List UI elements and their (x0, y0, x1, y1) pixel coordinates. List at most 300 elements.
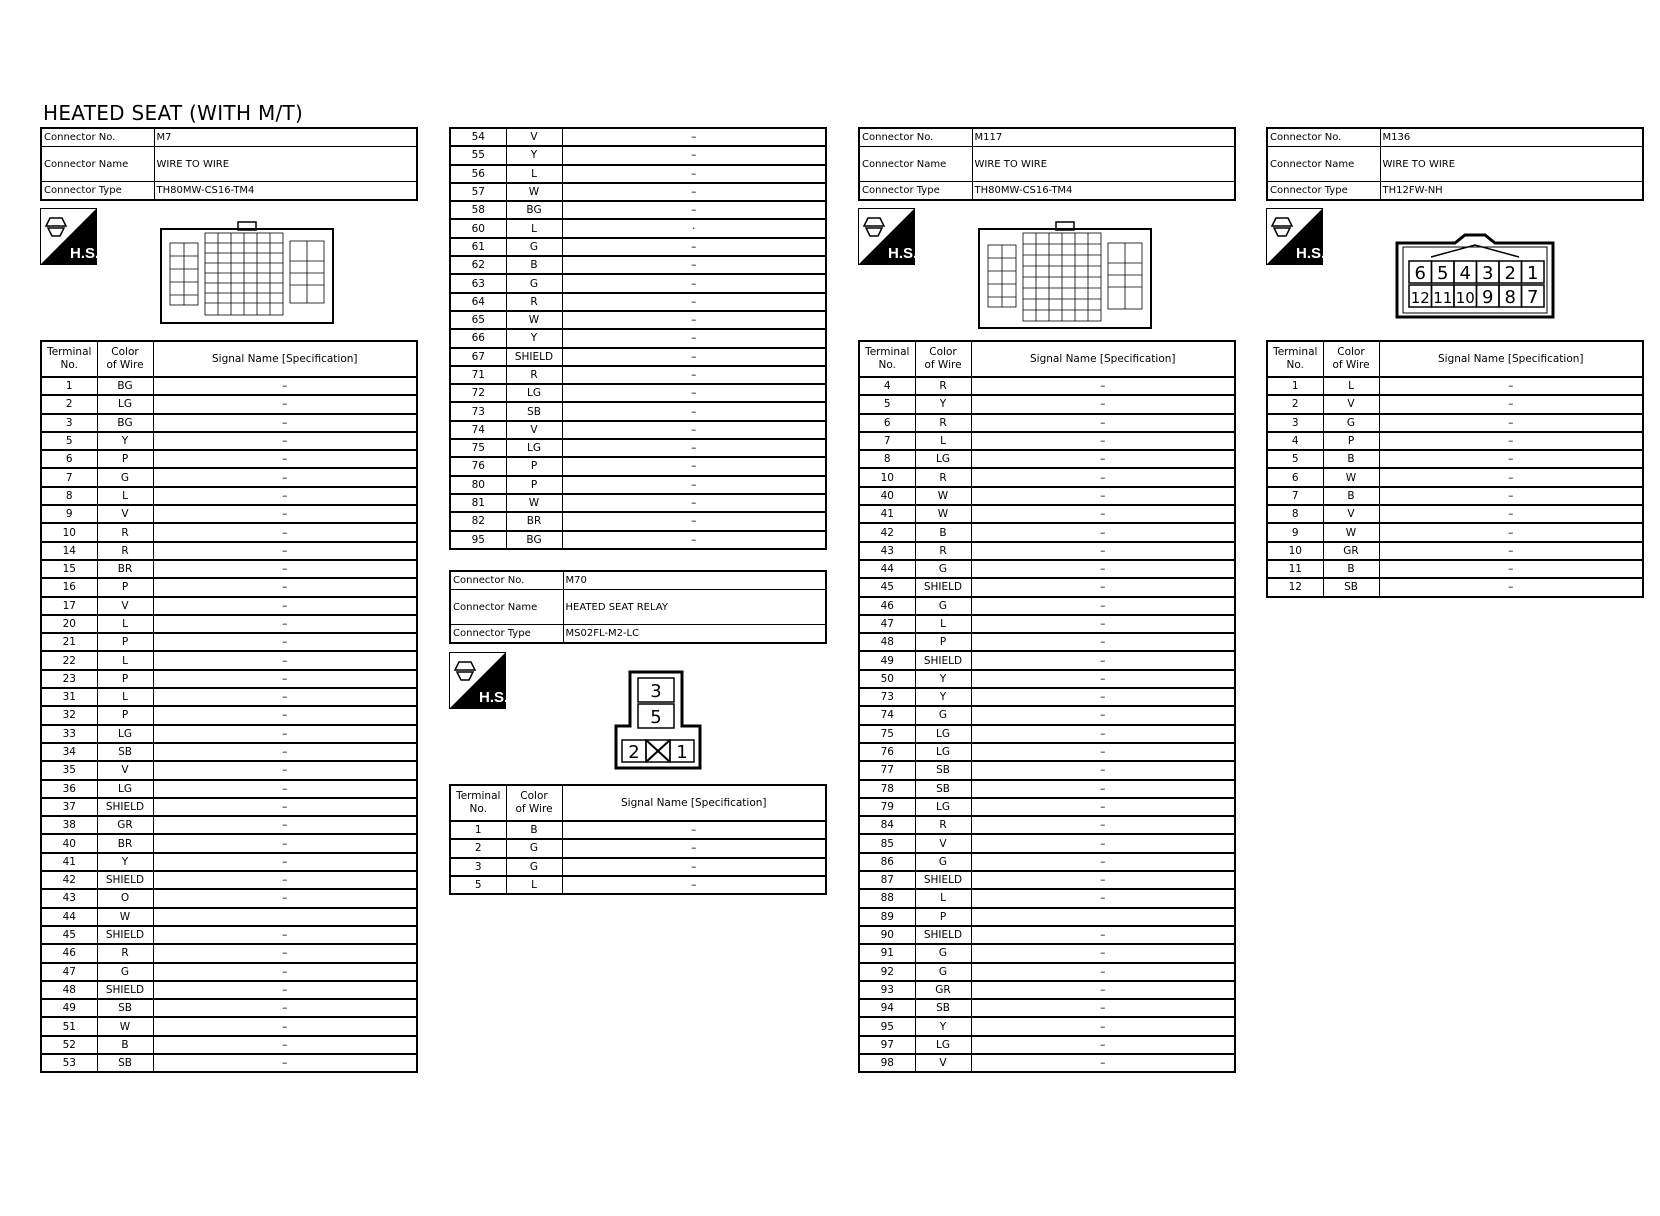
terminal-cell: 41 (859, 505, 915, 523)
wire-color-cell: R (915, 816, 971, 834)
wire-color-cell: LG (506, 384, 562, 402)
terminal-cell: 11 (1267, 560, 1323, 578)
table-row (450, 366, 826, 384)
connector-no-label: Connector No. (1267, 128, 1380, 147)
wire-color-cell: BR (506, 512, 562, 530)
wire-color-cell: V (97, 505, 153, 523)
table-row (41, 706, 417, 724)
table-row (41, 432, 417, 450)
signal-cell: – (562, 421, 826, 439)
wire-color-cell: SHIELD (915, 926, 971, 944)
terminal-cell: 37 (41, 798, 97, 816)
signal-cell: – (562, 128, 826, 146)
terminal-cell: 52 (41, 1036, 97, 1054)
terminal-cell: 42 (41, 871, 97, 889)
signal-cell: – (562, 183, 826, 201)
signal-cell: – (562, 384, 826, 402)
svg-text:H.S.: H.S. (479, 689, 506, 706)
signal-cell: – (153, 761, 417, 779)
wire-color-cell: SHIELD (915, 651, 971, 669)
pin-number: 10 (1455, 289, 1475, 307)
wire-color-cell: G (915, 706, 971, 724)
signal-cell (971, 908, 1235, 926)
signal-cell: – (562, 329, 826, 347)
wire-color-cell: LG (97, 780, 153, 798)
table-row (450, 421, 826, 439)
svg-text:2: 2 (628, 742, 640, 763)
terminal-cell: 16 (41, 578, 97, 596)
terminal-cell: 56 (450, 165, 506, 183)
wire-color-cell: SB (506, 402, 562, 420)
signal-cell: – (1379, 505, 1643, 523)
terminal-cell: 90 (859, 926, 915, 944)
wire-color-cell: SB (915, 780, 971, 798)
terminal-cell: 23 (41, 670, 97, 688)
table-row (41, 542, 417, 560)
wire-color-cell: LG (915, 450, 971, 468)
connector-no-label: Connector No. (859, 128, 972, 147)
terminal-cell: 42 (859, 523, 915, 541)
terminal-cell: 91 (859, 944, 915, 962)
terminal-cell: 85 (859, 834, 915, 852)
terminal-cell: 45 (859, 578, 915, 596)
wire-color-cell: V (915, 834, 971, 852)
wire-color-cell: V (97, 761, 153, 779)
table-row (450, 311, 826, 329)
wire-color-cell: Y (915, 395, 971, 413)
m7-pin-table (40, 340, 418, 1073)
signal-cell: – (971, 761, 1235, 779)
terminal-cell: 48 (41, 981, 97, 999)
wire-color-cell: L (915, 889, 971, 907)
table-row (859, 871, 1235, 889)
signal-cell: – (971, 963, 1235, 981)
wire-color-cell: R (915, 468, 971, 486)
connector-name-value: HEATED SEAT RELAY (563, 590, 826, 625)
signal-cell: – (562, 366, 826, 384)
table-row (450, 293, 826, 311)
terminal-cell: 75 (859, 725, 915, 743)
signal-cell: – (971, 432, 1235, 450)
m7-pin-table-block (40, 340, 418, 1073)
table-row (41, 816, 417, 834)
pin-number: 7 (1527, 287, 1539, 308)
connector-no-value: M70 (563, 571, 826, 590)
signal-cell: · (562, 219, 826, 237)
wire-color-cell: SHIELD (97, 926, 153, 944)
wire-color-cell: BG (506, 531, 562, 549)
connector-no-value: M7 (154, 128, 417, 147)
terminal-cell: 78 (859, 780, 915, 798)
table-row (450, 439, 826, 457)
signal-cell: – (562, 876, 826, 894)
table-row (41, 981, 417, 999)
wire-color-cell: Y (97, 853, 153, 871)
terminal-cell: 8 (1267, 505, 1323, 523)
connector-type-value: TH80MW-CS16-TM4 (154, 182, 417, 201)
signal-cell: – (153, 688, 417, 706)
wire-color-cell: G (915, 963, 971, 981)
signal-cell: – (153, 377, 417, 395)
signal-cell: – (153, 999, 417, 1017)
wire-color-cell: P (97, 450, 153, 468)
terminal-cell: 17 (41, 597, 97, 615)
pin-number: 1 (1527, 263, 1539, 284)
terminal-cell: 43 (41, 889, 97, 907)
terminal-header: Terminal No. (41, 341, 97, 377)
wire-color-cell: O (97, 889, 153, 907)
signal-cell: – (562, 439, 826, 457)
wire-color-cell: BG (506, 201, 562, 219)
signal-cell: – (562, 531, 826, 549)
table-row (450, 384, 826, 402)
wire-color-cell: SHIELD (97, 798, 153, 816)
wire-color-cell: G (506, 839, 562, 857)
wire-color-cell: L (97, 615, 153, 633)
signal-cell: – (153, 468, 417, 486)
wire-color-cell: W (1323, 523, 1379, 541)
terminal-cell: 51 (41, 1017, 97, 1035)
terminal-cell: 73 (859, 688, 915, 706)
wire-color-cell: SB (915, 999, 971, 1017)
signal-cell: – (971, 651, 1235, 669)
table-row (1267, 560, 1643, 578)
harness-side-icon (1266, 208, 1321, 263)
wire-color-cell: G (1323, 414, 1379, 432)
table-row (450, 476, 826, 494)
table-row (41, 468, 417, 486)
table-row (41, 1036, 417, 1054)
table-row (450, 201, 826, 219)
table-row (41, 395, 417, 413)
table-row (859, 487, 1235, 505)
terminal-cell: 40 (41, 834, 97, 852)
table-row (41, 651, 417, 669)
table-row (41, 725, 417, 743)
wire-color-cell: B (1323, 560, 1379, 578)
table-row (859, 761, 1235, 779)
terminal-cell: 5 (859, 395, 915, 413)
wire-color-cell: SB (97, 743, 153, 761)
terminal-cell: 38 (41, 816, 97, 834)
table-row (41, 871, 417, 889)
wire-color-cell: P (97, 633, 153, 651)
wire-color-cell: P (506, 476, 562, 494)
table-row (41, 889, 417, 907)
signal-header: Signal Name [Specification] (562, 785, 826, 821)
wire-color-cell: W (97, 908, 153, 926)
terminal-cell: 3 (41, 414, 97, 432)
terminal-cell: 8 (859, 450, 915, 468)
terminal-cell: 50 (859, 670, 915, 688)
table-row (859, 414, 1235, 432)
m7-pin-table-continued (449, 127, 827, 550)
signal-cell: – (153, 523, 417, 541)
wire-color-cell: G (915, 597, 971, 615)
signal-cell: – (153, 633, 417, 651)
table-row (859, 944, 1235, 962)
table-row (450, 256, 826, 274)
signal-cell (153, 908, 417, 926)
terminal-cell: 74 (859, 706, 915, 724)
table-row (859, 853, 1235, 871)
wire-color-cell: LG (915, 725, 971, 743)
svg-text:1: 1 (676, 742, 688, 763)
signal-cell: – (971, 981, 1235, 999)
terminal-cell: 5 (1267, 450, 1323, 468)
signal-cell: – (971, 834, 1235, 852)
m70-column (449, 570, 827, 644)
table-row (1267, 414, 1643, 432)
svg-text:H.S.: H.S. (70, 245, 97, 262)
wire-color-cell: V (1323, 505, 1379, 523)
terminal-header: Terminal No. (859, 341, 915, 377)
signal-cell: – (153, 1054, 417, 1072)
m117-column (858, 127, 1236, 201)
wire-color-cell: G (97, 468, 153, 486)
terminal-cell: 84 (859, 816, 915, 834)
wire-color-cell: Y (915, 688, 971, 706)
signal-cell: – (562, 201, 826, 219)
wire-color-cell: GR (1323, 542, 1379, 560)
wire-color-cell: LG (506, 439, 562, 457)
signal-cell: – (1379, 487, 1643, 505)
connector-name-value: WIRE TO WIRE (972, 147, 1235, 182)
wire-color-cell: L (506, 165, 562, 183)
signal-cell: – (562, 821, 826, 839)
wire-color-cell: P (1323, 432, 1379, 450)
wire-color-cell: R (915, 542, 971, 560)
terminal-cell: 53 (41, 1054, 97, 1072)
terminal-cell: 36 (41, 780, 97, 798)
table-row (41, 908, 417, 926)
connector-no-label: Connector No. (450, 571, 563, 590)
m70-pin-table-block (449, 784, 827, 895)
terminal-cell: 73 (450, 402, 506, 420)
m136-pin-table-block (1266, 340, 1644, 598)
m70-connector-diagram (614, 670, 704, 774)
m136-pin-table (1266, 340, 1644, 598)
wire-color-cell: L (97, 487, 153, 505)
table-row (450, 494, 826, 512)
signal-header: Signal Name [Specification] (971, 341, 1235, 377)
wire-color-cell: L (506, 219, 562, 237)
connector-name-label: Connector Name (859, 147, 972, 182)
terminal-cell: 32 (41, 706, 97, 724)
table-row (859, 450, 1235, 468)
table-row (1267, 578, 1643, 596)
signal-cell: – (153, 432, 417, 450)
signal-cell: – (1379, 542, 1643, 560)
signal-header: Signal Name [Specification] (153, 341, 417, 377)
signal-cell: – (971, 633, 1235, 651)
svg-text:H.S.: H.S. (1296, 245, 1323, 262)
m117-pin-table (858, 340, 1236, 1073)
wire-color-cell: SHIELD (915, 871, 971, 889)
table-row (41, 377, 417, 395)
terminal-cell: 1 (450, 821, 506, 839)
terminal-cell: 74 (450, 421, 506, 439)
wire-color-cell: B (506, 821, 562, 839)
terminal-cell: 86 (859, 853, 915, 871)
terminal-cell: 89 (859, 908, 915, 926)
color-header: Color of Wire (97, 341, 153, 377)
table-row (41, 1054, 417, 1072)
table-row (450, 348, 826, 366)
signal-cell: – (971, 615, 1235, 633)
terminal-cell: 2 (450, 839, 506, 857)
wire-color-cell: G (915, 560, 971, 578)
signal-cell: – (153, 395, 417, 413)
table-row (1267, 432, 1643, 450)
table-row (450, 183, 826, 201)
pin-number: 5 (1437, 263, 1449, 284)
signal-cell: – (971, 780, 1235, 798)
terminal-cell: 81 (450, 494, 506, 512)
signal-cell: – (153, 798, 417, 816)
table-row (859, 798, 1235, 816)
terminal-cell: 95 (450, 531, 506, 549)
terminal-cell: 97 (859, 1036, 915, 1054)
table-row (41, 505, 417, 523)
table-row (859, 670, 1235, 688)
terminal-cell: 79 (859, 798, 915, 816)
signal-cell: – (153, 1017, 417, 1035)
terminal-cell: 41 (41, 853, 97, 871)
wire-color-cell: B (97, 1036, 153, 1054)
signal-cell: – (562, 512, 826, 530)
terminal-cell: 43 (859, 542, 915, 560)
connector-type-label: Connector Type (41, 182, 154, 201)
wire-color-cell: L (915, 615, 971, 633)
svg-text:3: 3 (650, 681, 662, 702)
terminal-cell: 2 (41, 395, 97, 413)
m117-info-table (858, 127, 1236, 201)
terminal-cell: 72 (450, 384, 506, 402)
terminal-cell: 40 (859, 487, 915, 505)
terminal-cell: 14 (41, 542, 97, 560)
table-row (859, 981, 1235, 999)
m136-info-table (1266, 127, 1644, 201)
connector-type-label: Connector Type (450, 625, 563, 644)
wire-color-cell: B (915, 523, 971, 541)
signal-cell: – (971, 505, 1235, 523)
terminal-cell: 9 (1267, 523, 1323, 541)
signal-cell: – (153, 944, 417, 962)
signal-cell: – (971, 688, 1235, 706)
signal-cell: – (971, 999, 1235, 1017)
wire-color-cell: V (506, 421, 562, 439)
table-row (450, 531, 826, 549)
signal-cell: – (1379, 432, 1643, 450)
table-row (450, 821, 826, 839)
wire-color-cell: P (915, 908, 971, 926)
wire-color-cell: R (506, 366, 562, 384)
terminal-cell: 76 (450, 457, 506, 475)
terminal-cell: 64 (450, 293, 506, 311)
terminal-cell: 63 (450, 274, 506, 292)
terminal-cell: 6 (41, 450, 97, 468)
harness-side-icon (40, 208, 95, 263)
terminal-cell: 46 (859, 597, 915, 615)
wire-color-cell: W (506, 311, 562, 329)
signal-cell: – (153, 1036, 417, 1054)
signal-cell: – (971, 468, 1235, 486)
table-row (41, 834, 417, 852)
table-row (859, 1017, 1235, 1035)
terminal-cell: 93 (859, 981, 915, 999)
table-row (859, 908, 1235, 926)
table-row (41, 414, 417, 432)
table-row (41, 743, 417, 761)
harness-side-icon (858, 208, 913, 263)
signal-cell: – (971, 487, 1235, 505)
wire-color-cell: L (97, 688, 153, 706)
table-row (450, 512, 826, 530)
signal-cell: – (153, 414, 417, 432)
table-row (859, 816, 1235, 834)
connector-name-value: WIRE TO WIRE (1380, 147, 1643, 182)
wire-color-cell: R (97, 523, 153, 541)
signal-cell: – (153, 450, 417, 468)
connector-type-value: TH80MW-CS16-TM4 (972, 182, 1235, 201)
wire-color-cell: L (506, 876, 562, 894)
terminal-cell: 7 (859, 432, 915, 450)
table-row (859, 597, 1235, 615)
terminal-cell: 7 (1267, 487, 1323, 505)
signal-cell: – (971, 1036, 1235, 1054)
table-row (859, 615, 1235, 633)
table-row (859, 395, 1235, 413)
terminal-cell: 95 (859, 1017, 915, 1035)
signal-cell: – (971, 578, 1235, 596)
signal-cell: – (153, 487, 417, 505)
terminal-cell: 10 (41, 523, 97, 541)
table-row (859, 468, 1235, 486)
table-row (450, 165, 826, 183)
table-row (1267, 542, 1643, 560)
terminal-cell: 61 (450, 238, 506, 256)
table-row (41, 1017, 417, 1035)
table-row (859, 633, 1235, 651)
svg-text:H.S.: H.S. (888, 245, 915, 262)
signal-cell: – (971, 889, 1235, 907)
color-header: Color of Wire (915, 341, 971, 377)
harness-side-icon (449, 652, 504, 707)
m7-column (40, 127, 418, 201)
wire-color-cell: V (97, 597, 153, 615)
terminal-cell: 6 (859, 414, 915, 432)
connector-name-value: WIRE TO WIRE (154, 147, 417, 182)
wire-color-cell: W (97, 1017, 153, 1035)
table-row (450, 839, 826, 857)
page-title: HEATED SEAT (WITH M/T) (43, 101, 304, 125)
color-header: Color of Wire (1323, 341, 1379, 377)
signal-cell: – (971, 450, 1235, 468)
signal-cell: – (1379, 414, 1643, 432)
pin-number: 12 (1410, 289, 1430, 307)
table-row (41, 450, 417, 468)
terminal-cell: 35 (41, 761, 97, 779)
pin-number: 11 (1433, 289, 1453, 307)
signal-cell: – (971, 706, 1235, 724)
wire-color-cell: Y (506, 146, 562, 164)
terminal-cell: 92 (859, 963, 915, 981)
table-row (859, 432, 1235, 450)
signal-cell: – (971, 853, 1235, 871)
table-row (41, 597, 417, 615)
wire-color-cell: SB (915, 761, 971, 779)
